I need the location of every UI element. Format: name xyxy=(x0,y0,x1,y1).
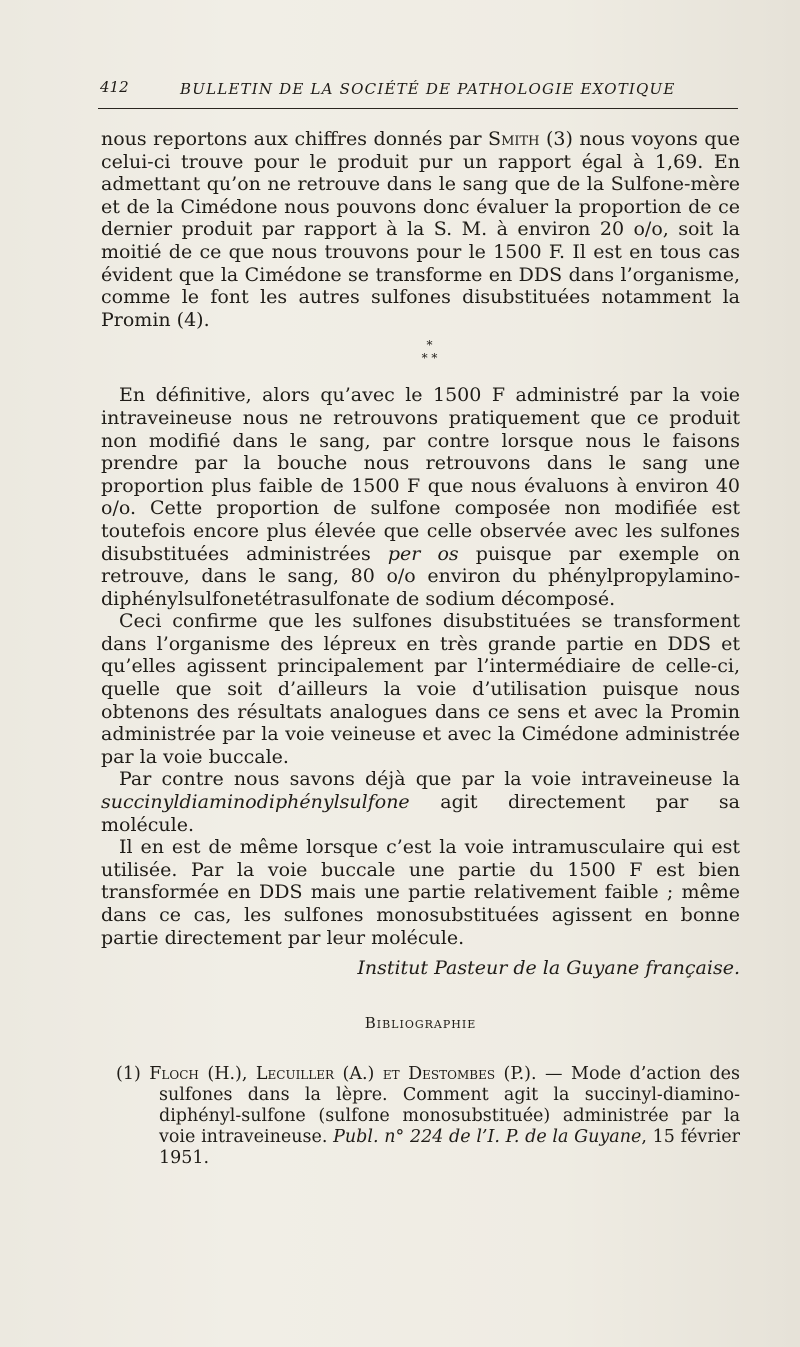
entry-authors: Floch (H.), Lecuiller (A.) et Destombes (P.). xyxy=(149,1064,537,1085)
bibliography-heading: Bibliographie xyxy=(364,1013,477,1032)
affiliation: Institut Pasteur de la Guyane française. xyxy=(357,957,740,980)
page-number: 412 xyxy=(100,78,129,96)
running-head: BULLETIN DE LA SOCIÉTÉ DE PATHOLOGIE EXOTIQUE xyxy=(180,80,676,98)
page-header xyxy=(98,78,738,109)
article-body xyxy=(101,128,740,1169)
bibliography-entry: (1) Floch (H.), Lecuiller (A.) et Destombes (P.). — Mode d’action des sulfones dans la lèpre. Comment agit la succinyl-diamino-diphényl-sulfone (sulfone monosubstituée) administrée par la voie intraveineuse. Publ. n° 224 de l’I. P. de la Guyane, 15 février 1951. xyxy=(116,1064,740,1169)
paragraph-1: nous reportons aux chiffres donnés par Smith (3) nous voyons que celui-ci trouve pour le produit pur un rapport égal à 1,69. En admettant qu’on ne retrouve dans le sang que de la Sulfone-mère et de la Cimédone nous pouvons donc évaluer la proportion de ce dernier produit par rapport à la S. M. à environ 20 o/o, soit la moitié de ce que nous trouvons pour le 1500 F. Il est en tous cas évident que la Cimédone se transforme en DDS dans l’organisme, comme le font les autres sulfones disubstituées notamment la Promin (4). xyxy=(101,128,740,331)
entry-source: Publ. n° 224 de l’I. P. de la Guyane xyxy=(333,1127,642,1148)
section-asterism: * * * xyxy=(421,338,438,366)
paragraph-3: Ceci confirme que les sulfones disubstituées se transforment dans l’organisme des lépreux en très grande partie en DDS et qu’elles agissent principalement par l’intermédiaire de celle-ci, quelle que soit d’ailleurs la voie d’utilisation puisque nous obtenons des résultats analogues dans ce sens et avec la Promin administrée par la voie veineuse et avec la Cimédone administrée par la voie buccale. xyxy=(101,610,740,768)
paragraph-2: En définitive, alors qu’avec le 1500 F administré par la voie intraveineuse nous ne retrouvons pratiquement que ce produit non modifié dans le sang, par contre lorsque nous le faisons prendre par la bouche nous retrouvons dans le sang une proportion plus faible de 1500 F que nous évaluons à environ 40 o/o. Cette proportion de sulfone composée non modifiée est toutefois encore plus élevée que celle observée avec les sulfones disubstituées administrées per os puisque par exemple on retrouve, dans le sang, 80 o/o environ du phénylpropylamino-diphénylsulfonetétrasulfonate de sodium décomposé. xyxy=(101,384,741,610)
latin-term: per os xyxy=(387,542,459,565)
compound-name: succinyldiaminodiphénylsulfone xyxy=(101,791,410,814)
paragraph-5: Il en est de même lorsque c’est la voie intramusculaire qui est utilisée. Par la voie buccale une partie du 1500 F est bien transformée en DDS mais une partie relativement faible ; même dans ce cas, les sulfones monosubstituées agissent en bonne partie directement par leur molécule. xyxy=(101,836,740,949)
paragraph-4: Par contre nous savons déjà que par la voie intraveineuse la succinyldiaminodiphénylsulfone agit directement par sa molécule. xyxy=(101,768,740,836)
author-name-smith: Smith xyxy=(488,128,540,150)
